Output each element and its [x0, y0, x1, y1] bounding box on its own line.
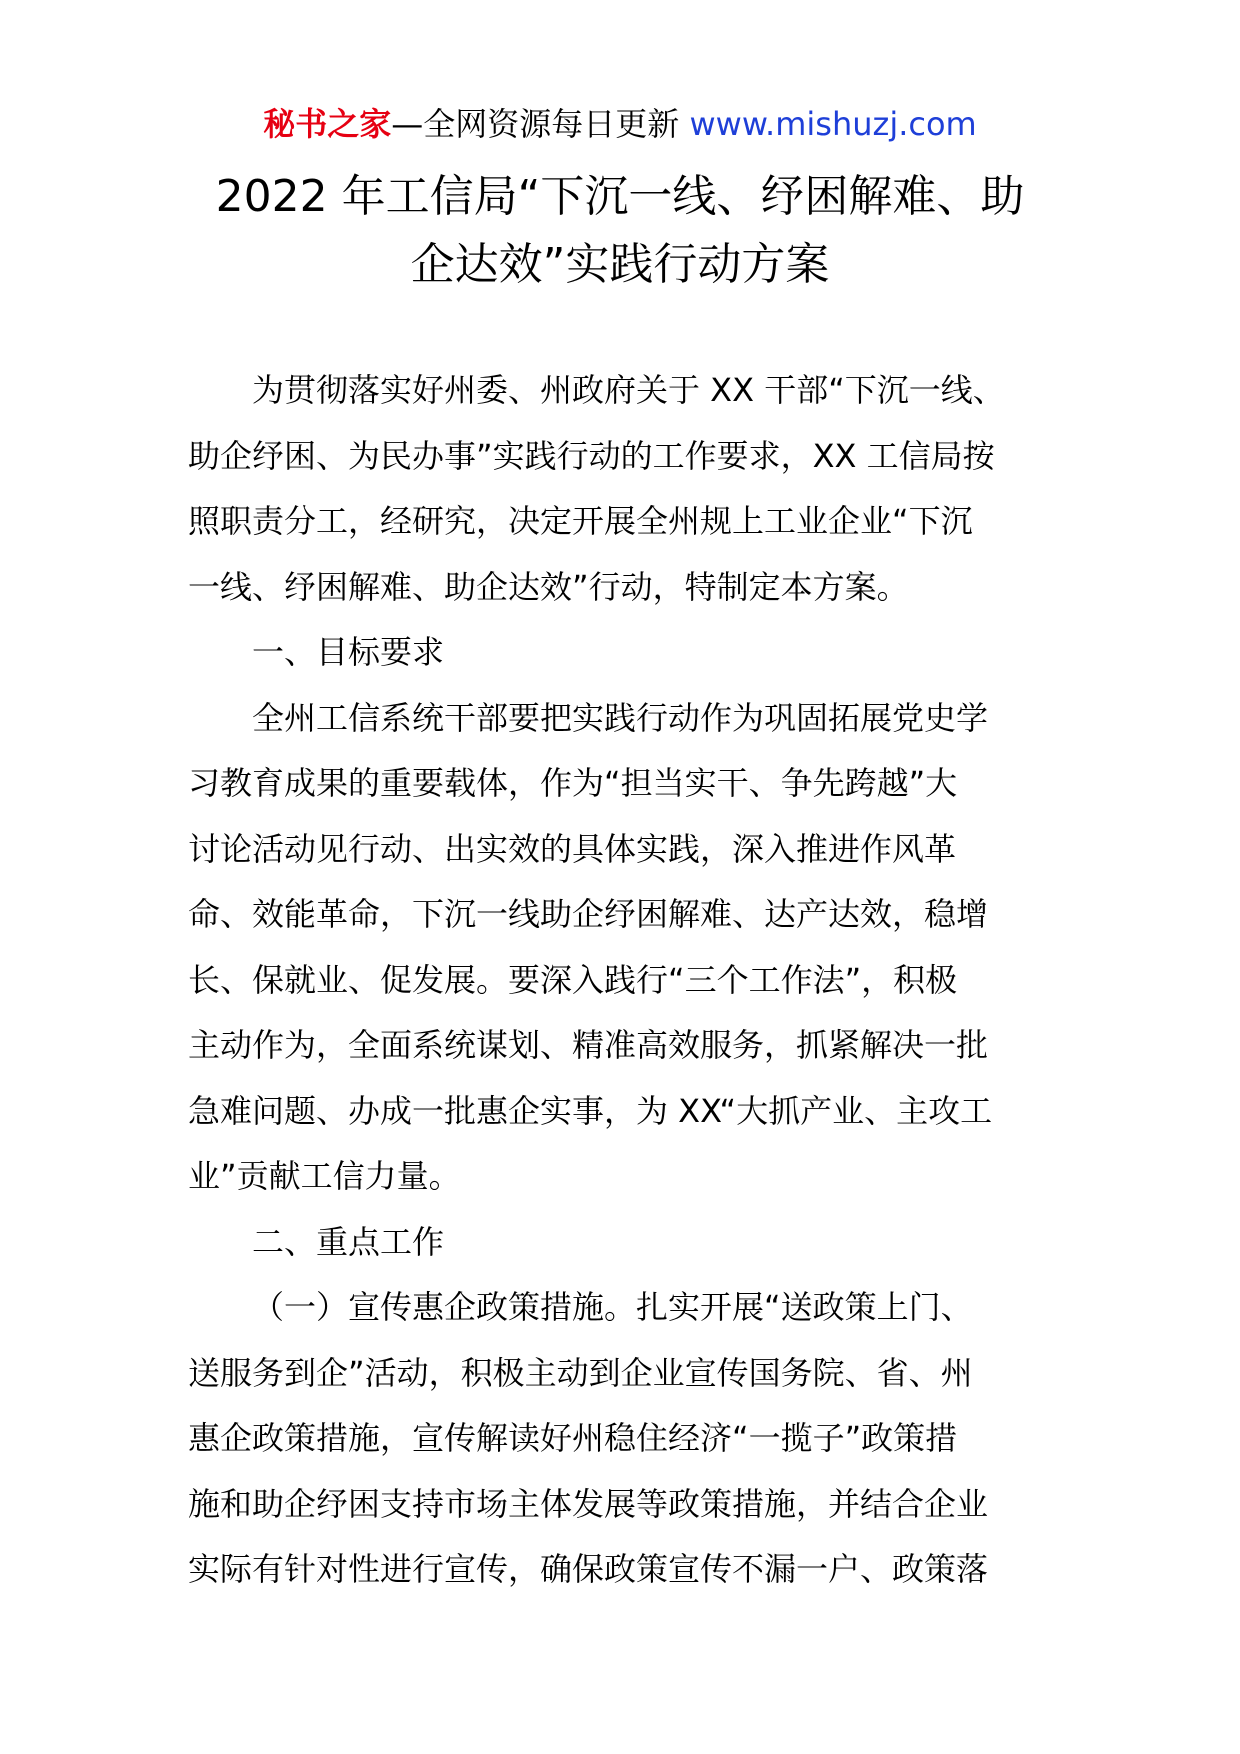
paragraph-line: 习教育成果的重要载体，作为“担当实干、争先跨越”大: [188, 764, 958, 802]
paragraph-line: 长、保就业、促发展。要深入践行“三个工作法”，积极: [188, 960, 958, 999]
title-line-2: 企达效”实践行动方案: [410, 239, 830, 290]
site-brand: 秘书之家: [263, 105, 392, 143]
paragraph-line: 业”贡献工信力量。: [188, 1157, 461, 1195]
section-heading: 一、目标要求: [252, 633, 445, 671]
section-heading: 二、重点工作: [252, 1222, 445, 1261]
paragraph-line: 讨论活动见行动、出实效的具体实践，深入推进作风革: [188, 829, 957, 868]
site-url-link[interactable]: www.mishuzj.com: [689, 105, 977, 143]
title-line-1: 2022 年工信局“下沉一线、纾困解难、助: [215, 171, 1025, 222]
paragraph-line: 为贯彻落实好州委、州政府关于 XX 干部“下沉一线、: [252, 371, 1005, 409]
site-header: [0, 100, 1240, 148]
paragraph-line: 急难问题、办成一批惠企实事，为 XX“大抓产业、主攻工: [188, 1091, 993, 1130]
paragraph-line: 照职责分工，经研究，决定开展全州规上工业企业“下沉: [188, 502, 973, 540]
paragraph-line: 送服务到企”活动，积极主动到企业宣传国务院、省、州: [188, 1353, 973, 1392]
document-body: [188, 358, 1058, 1603]
paragraph-line: 命、效能革命，下沉一线助企纾困解难、达产达效，稳增: [188, 895, 989, 933]
paragraph-line: 主动作为，全面系统谋划、精准高效服务，抓紧解决一批: [188, 1026, 989, 1064]
paragraph-line: 实际有针对性进行宣传，确保政策宣传不漏一户、政策落: [188, 1550, 989, 1588]
paragraph-line: 惠企政策措施，宣传解读好州稳住经济“一揽子”政策措: [188, 1419, 958, 1457]
paragraph-line: 一线、纾困解难、助企达效”行动，特制定本方案。: [188, 567, 909, 606]
paragraph-line: （一）宣传惠企政策措施。扎实开展“送政策上门、: [252, 1288, 973, 1326]
document-title: [150, 163, 1090, 299]
paragraph-line: 施和助企纾困支持市场主体发展等政策措施，并结合企业: [188, 1484, 989, 1523]
site-tagline: —全网资源每日更新: [391, 105, 690, 143]
paragraph-line: 全州工信系统干部要把实践行动作为巩固拓展党史学: [252, 698, 989, 737]
paragraph-line: 助企纾困、为民办事”实践行动的工作要求，XX 工信局按: [188, 436, 995, 475]
